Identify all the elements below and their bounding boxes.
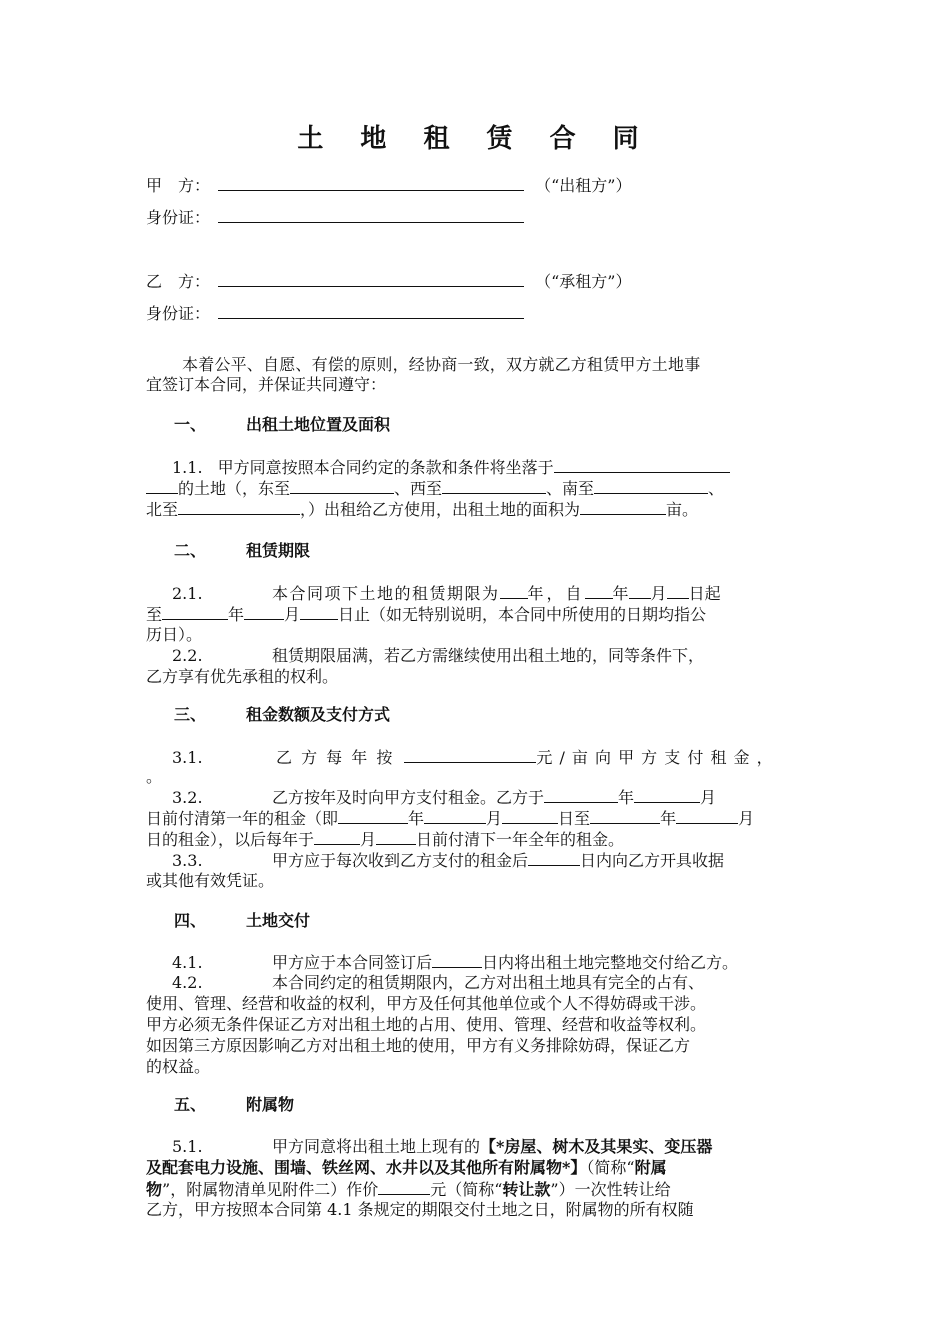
clause-text: 日至 — [558, 809, 591, 828]
clause-3-1-line-2: 。 — [146, 767, 163, 786]
east-blank[interactable] — [290, 477, 394, 494]
clause-text: 日的租金），以后每年于 — [146, 830, 315, 849]
first-pay-year-blank[interactable] — [544, 786, 618, 803]
section-2-num: 二、 — [174, 541, 207, 560]
start-month-blank[interactable] — [629, 582, 651, 599]
page-title: 土 地 租 赁 合 同 — [297, 124, 653, 154]
area-blank[interactable] — [580, 498, 666, 515]
section-5-title: 附属物 — [246, 1095, 295, 1114]
clause-text: 本合同约定的租赁期限内，乙方对出租土地具有完全的占有、 — [272, 973, 705, 992]
clause-num: 4.2. — [172, 973, 203, 992]
clause-text: 年 — [228, 605, 245, 624]
clause-text: ，）出租给乙方使用，出租土地的面积为 — [300, 500, 581, 519]
clause-text: 、南至 — [546, 479, 595, 498]
clause-text: 本合同项下土地的租赁期限为 — [272, 584, 500, 603]
annual-pay-day-blank[interactable] — [376, 828, 416, 845]
clause-text: 日起 — [688, 584, 721, 603]
clause-5-1-line-1 — [172, 1136, 832, 1158]
clause-text: 年 — [660, 809, 677, 828]
west-blank[interactable] — [442, 477, 546, 494]
clause-text: 甲方同意将出租土地上现有的 — [272, 1137, 481, 1156]
term-years-blank[interactable] — [500, 582, 528, 599]
transfer-price-blank[interactable] — [378, 1178, 430, 1195]
clause-text-bold: 【*房屋、树木及其果实、变压器 — [480, 1137, 713, 1156]
clause-text: 日内将出租土地完整地交付给乙方。 — [482, 953, 739, 972]
delivery-days-blank[interactable] — [432, 951, 482, 968]
annual-pay-month-blank[interactable] — [314, 828, 360, 845]
party-a-id-label: 身份证： — [146, 208, 211, 227]
section-5-heading — [174, 1094, 834, 1116]
clause-text: 乙 方 每 年 按 — [276, 748, 395, 767]
intro-line-1: 本着公平、自愿、有偿的原则，经协商一致，双方就乙方租赁甲方土地事 — [182, 355, 701, 374]
party-a-label: 甲 方： — [146, 176, 211, 195]
section-1-heading — [174, 414, 834, 436]
period-start-year-blank[interactable] — [338, 807, 408, 824]
section-4-title: 土地交付 — [246, 911, 311, 930]
period-end-month-blank[interactable] — [676, 807, 738, 824]
clause-4-2-line-3: 甲方必须无条件保证乙方对出租土地的占用、使用、管理、经营和收益等权利。 — [146, 1015, 707, 1034]
clause-text: 月 — [486, 809, 503, 828]
clause-text: ”，附属物清单见附件二）作价 — [162, 1180, 379, 1199]
party-b-row — [146, 270, 806, 293]
clause-text: 甲方应于每次收到乙方支付的租金后 — [272, 851, 529, 870]
party-b-id-label: 身份证： — [146, 304, 211, 323]
receipt-days-blank[interactable] — [528, 849, 580, 866]
clause-text-bold: 及配套电力设施、围墙、铁丝网、水井以及其他所有附属物*】 — [146, 1158, 587, 1177]
clause-num: 3.3. — [172, 851, 203, 870]
end-year-blank[interactable] — [162, 603, 228, 620]
clause-text: 甲方应于本合同签订后 — [272, 953, 433, 972]
location-blank-cont[interactable] — [146, 477, 178, 494]
section-5-num: 五、 — [174, 1095, 207, 1114]
clause-text: 、 — [708, 479, 725, 498]
clause-2-1-line-3: 历日）。 — [146, 625, 203, 644]
south-blank[interactable] — [594, 477, 708, 494]
clause-text-bold: 物 — [146, 1180, 163, 1199]
first-pay-month-blank[interactable] — [634, 786, 700, 803]
section-3-num: 三、 — [174, 705, 207, 724]
location-blank[interactable] — [554, 456, 730, 473]
section-1-title: 出租土地位置及面积 — [246, 415, 391, 434]
clause-text: 租赁期限届满，若乙方需继续使用出租土地的，同等条件下， — [272, 646, 705, 665]
clause-text: 日前付清第一年的租金（即 — [146, 809, 339, 828]
period-end-year-blank[interactable] — [590, 807, 660, 824]
clause-3-2-line-3 — [146, 828, 806, 851]
section-4-heading — [174, 910, 834, 932]
clause-1-1-line-3 — [146, 498, 806, 521]
clause-text: 亩。 — [666, 500, 699, 519]
party-b-label: 乙 方： — [146, 272, 211, 291]
start-day-blank[interactable] — [667, 582, 689, 599]
clause-text-bold: 转让款 — [502, 1180, 551, 1199]
clause-4-2-line-5: 的权益。 — [146, 1057, 211, 1076]
clause-text: 年，自 — [527, 584, 585, 603]
clause-text: （简称“ — [586, 1158, 635, 1177]
clause-1-1-line-1 — [172, 456, 832, 479]
clause-1-1-line-2 — [146, 477, 806, 500]
party-a-blank[interactable] — [218, 174, 524, 191]
clause-num: 4.1. — [172, 953, 203, 972]
clause-text: 、西至 — [394, 479, 443, 498]
clause-text: 元 / 亩 向 甲 方 支 付 租 金 ， — [536, 748, 774, 767]
end-day-blank[interactable] — [300, 603, 338, 620]
clause-num: 2.2. — [172, 646, 203, 665]
clause-3-2-line-2 — [146, 807, 806, 830]
clause-5-1-line-3 — [146, 1178, 806, 1201]
clause-text: 北至 — [146, 500, 179, 519]
clause-text: 乙方按年及时向甲方支付租金。乙方于 — [272, 788, 545, 807]
clause-text: 月 — [284, 605, 301, 624]
section-3-heading — [174, 704, 834, 726]
party-a-row — [146, 174, 806, 197]
clause-text: 年 — [408, 809, 425, 828]
intro-line-2: 宜签订本合同，并保证共同遵守： — [146, 375, 387, 394]
clause-text: 年 — [618, 788, 635, 807]
section-2-heading — [174, 540, 834, 562]
clause-text: 日内向乙方开具收据 — [580, 851, 725, 870]
clause-num: 3.2. — [172, 788, 203, 807]
section-3-title: 租金数额及支付方式 — [246, 705, 391, 724]
clause-text: 日止（如无特别说明，本合同中所使用的日期均指公 — [338, 605, 707, 624]
clause-num: 3.1. — [172, 748, 203, 767]
clause-2-1-line-2 — [146, 603, 806, 626]
section-2-title: 租赁期限 — [246, 541, 311, 560]
section-4-num: 四、 — [174, 911, 207, 930]
clause-num: 5.1. — [172, 1137, 203, 1156]
end-month-blank[interactable] — [244, 603, 284, 620]
clause-text: 年 — [612, 584, 629, 603]
clause-3-2-line-1 — [172, 786, 832, 809]
clause-text: 日前付清下一年全年的租金。 — [416, 830, 625, 849]
north-blank[interactable] — [178, 498, 300, 515]
section-1-num: 一、 — [174, 415, 207, 434]
clause-text: 元（简称“ — [430, 1180, 503, 1199]
clause-2-2-line-2: 乙方享有优先承租的权利。 — [146, 667, 339, 686]
clause-num: 2.1. — [172, 584, 203, 603]
clause-text: 的土地（，东至 — [178, 479, 291, 498]
clause-4-2-line-2: 使用、管理、经营和收益的权利，甲方及任何其他单位或个人不得妨碍或干涉。 — [146, 994, 707, 1013]
clause-5-1-line-2 — [146, 1157, 806, 1179]
clause-5-1-line-4: 乙方，甲方按照本合同第 4.1 条规定的期限交付土地之日，附属物的所有权随 — [146, 1200, 694, 1219]
clause-4-2-line-1 — [172, 972, 832, 994]
clause-3-3-line-2: 或其他有效凭证。 — [146, 871, 275, 890]
party-a-note: （“出租方”） — [535, 176, 632, 195]
party-a-id-row — [146, 206, 806, 229]
clause-text: 至 — [146, 605, 163, 624]
period-start-day-blank[interactable] — [502, 807, 558, 824]
clause-text: ”）一次性转让给 — [550, 1180, 671, 1199]
clause-3-3-line-1 — [172, 849, 832, 872]
clause-text: 甲方同意按照本合同约定的条款和条件将坐落于 — [217, 458, 554, 477]
rent-per-mu-blank[interactable] — [404, 746, 536, 763]
clause-num: 1.1. — [172, 458, 203, 477]
clause-2-2-line-1 — [172, 645, 832, 667]
clause-4-1 — [172, 951, 832, 974]
party-b-id-row — [146, 302, 806, 325]
clause-text: 月 — [738, 809, 755, 828]
party-b-blank[interactable] — [218, 270, 524, 287]
clause-2-1-line-1 — [172, 582, 832, 605]
clause-text: 月 — [360, 830, 377, 849]
start-year-blank[interactable] — [585, 582, 613, 599]
party-b-id-blank[interactable] — [218, 302, 524, 319]
party-b-note: （“承租方”） — [535, 272, 632, 291]
period-start-month-blank[interactable] — [424, 807, 486, 824]
clause-text: 月 — [650, 584, 667, 603]
clause-text-bold: 附属 — [634, 1158, 667, 1177]
party-a-id-blank[interactable] — [218, 206, 524, 223]
clause-text: 月 — [700, 788, 717, 807]
clause-4-2-line-4: 如因第三方原因影响乙方对出租土地的使用，甲方有义务排除妨碍，保证乙方 — [146, 1036, 691, 1055]
